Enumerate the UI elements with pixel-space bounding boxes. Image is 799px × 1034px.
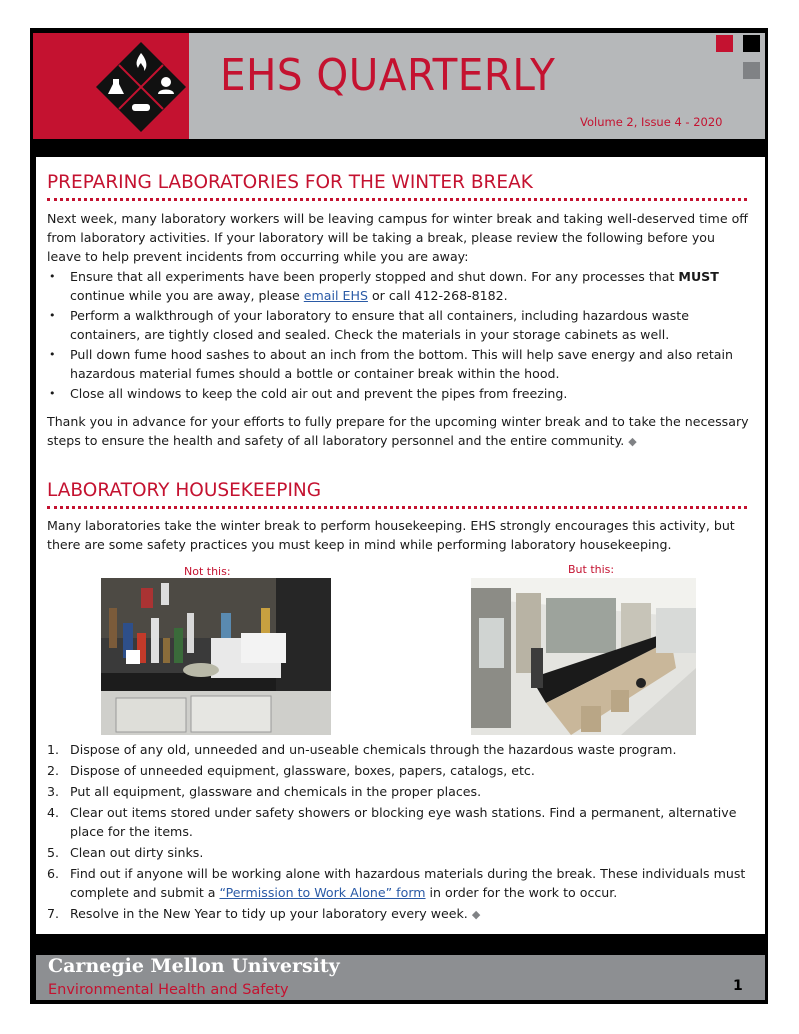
list-item: • Perform a walkthrough of your laboratory to ensure that all containers, including hazardous waste containers, are tightly closed and sealed. Check the materials in your storage cabinets as well. xyxy=(47,306,751,344)
end-mark-icon: ◆ xyxy=(628,435,637,448)
list-item-text: Ensure that all experiments have been properly stopped and shut down. For any processes that xyxy=(70,269,679,284)
step-text: Find out if anyone will be working alone with hazardous materials during the break. These individuals must complete and submit a xyxy=(70,866,746,900)
section-title-winter-break: PREPARING LABORATORIES FOR THE WINTER BREAK xyxy=(47,174,747,201)
step-number: 6. xyxy=(47,866,60,881)
list-item-text: continue while you are away, please xyxy=(70,288,304,303)
section-title-housekeeping: LABORATORY HOUSEKEEPING xyxy=(47,482,747,509)
step-text: Clean out dirty sinks. xyxy=(70,845,204,860)
cluttered-lab-photo xyxy=(101,578,331,735)
decor-square-red xyxy=(716,35,733,52)
list-item xyxy=(47,267,751,305)
photo-caption-good: But this: xyxy=(568,563,615,576)
step-number: 3. xyxy=(47,784,60,799)
page-number: 1 xyxy=(733,978,743,994)
ehs-logo xyxy=(33,33,189,139)
email-ehs-link[interactable]: email EHS xyxy=(303,288,368,303)
decor-square-black xyxy=(743,35,760,52)
housekeeping-steps xyxy=(47,740,757,926)
step-text: in order for the work to occur. xyxy=(425,885,618,900)
list-item: • Close all windows to keep the cold air out and prevent the pipes from freezing. xyxy=(47,384,751,403)
step-text: Dispose of unneeded equipment, glassware, boxes, papers, catalogs, etc. xyxy=(70,763,535,778)
step-text: Clear out items stored under safety showers or blocking eye wash stations. Find a permanent, alternative place for the items. xyxy=(70,805,737,839)
issue-label: Volume 2, Issue 4 - 2020 xyxy=(580,115,723,129)
university-name: Carnegie Mellon University xyxy=(48,955,340,977)
step-number: 4. xyxy=(47,805,60,820)
checklist xyxy=(47,267,751,403)
clean-lab-photo xyxy=(471,578,696,735)
section-intro: Next week, many laboratory workers will be leaving campus for winter break and taking well-deserved time off from laboratory activities. If your laboratory will be taking a break, please review the following before you leave to help prevent incidents from occurring while you are away: xyxy=(47,211,748,264)
department-name: Environmental Health and Safety xyxy=(48,982,289,998)
closing-text: Thank you in advance for your efforts to fully prepare for the upcoming winter break and to take the necessary steps to ensure the health and safety of all laboratory personnel and the entire community. xyxy=(47,414,749,448)
step-text: Resolve in the New Year to tidy up your laboratory every week. xyxy=(70,906,468,921)
section-intro: Many laboratories take the winter break to perform housekeeping. EHS strongly encourages this activity, but there are some safety practices you must keep in mind while performing laboratory housekeeping. xyxy=(47,518,735,552)
list-item xyxy=(47,761,757,780)
closing-paragraph xyxy=(47,412,751,451)
list-item: • Pull down fume hood sashes to about an inch from the bottom. This will help save energy and also retain hazardous material fumes should a bottle or container break within the hood. xyxy=(47,345,751,383)
list-item-text: or call 412-268-8182. xyxy=(367,288,508,303)
step-number: 1. xyxy=(47,742,60,757)
step-text: Put all equipment, glassware and chemicals in the proper places. xyxy=(70,784,482,799)
list-item xyxy=(47,803,757,841)
decor-square-gray xyxy=(743,62,760,79)
work-alone-form-link[interactable]: “Permission to Work Alone” form xyxy=(219,885,426,900)
step-number: 7. xyxy=(47,906,60,921)
list-item xyxy=(47,904,757,924)
photo-caption-bad: Not this: xyxy=(184,565,231,578)
list-item xyxy=(47,782,757,801)
step-number: 5. xyxy=(47,845,60,860)
newsletter-title: EHS QUARTERLY xyxy=(220,50,556,101)
list-item xyxy=(47,740,757,759)
lab-safety-diamond-icon xyxy=(95,41,187,133)
content-panel xyxy=(36,157,765,934)
list-item xyxy=(47,864,757,902)
step-text: Dispose of any old, unneeded and un-useable chemicals through the hazardous waste program. xyxy=(70,742,677,757)
step-number: 2. xyxy=(47,763,60,778)
list-item xyxy=(47,843,757,862)
end-mark-icon: ◆ xyxy=(471,908,481,921)
emphasis-must: MUST xyxy=(678,269,719,284)
